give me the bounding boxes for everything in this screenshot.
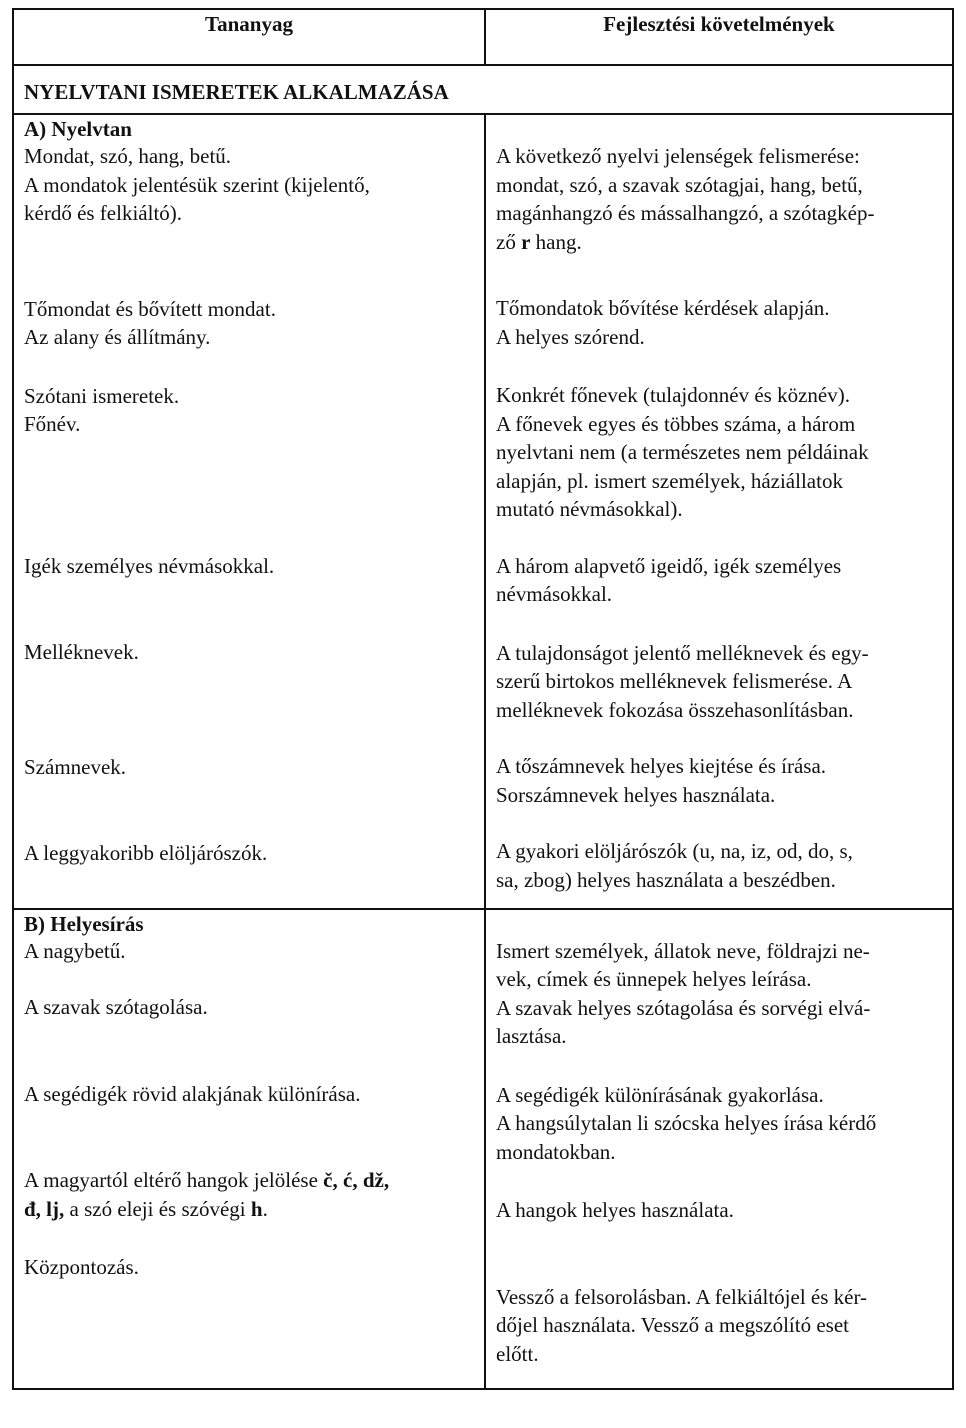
right-cell-helyesiras — [485, 909, 953, 1390]
text-line: Tőmondatok bővítése kérdések alapján. — [496, 296, 830, 320]
text-line: kérdő és felkiáltó). — [24, 201, 183, 225]
table-row-nyelvtan — [13, 114, 953, 909]
text-line: A hangsúlytalan li szócska helyes írása kérdő — [496, 1111, 877, 1135]
column-header-tananyag: Tananyag — [13, 9, 485, 65]
text-line: A nagybetű. — [24, 938, 126, 963]
text-line: A főnevek egyes és többes száma, a három — [496, 411, 856, 436]
text-line — [24, 1195, 474, 1224]
table-row-helyesiras — [13, 909, 953, 1390]
text-line: mondatokban. — [496, 1139, 616, 1164]
text-run: A magyartól eltérő hangok jelölése — [24, 1168, 324, 1192]
section-row — [13, 65, 953, 114]
text-line: A szavak helyes szótagolása és sorvégi elvá- — [496, 995, 871, 1020]
text-line: magánhangzó és mássalhangzó, a szótagkép- — [496, 201, 875, 225]
text-line: mutató névmásokkal). — [496, 497, 683, 521]
text-line: A tőszámnevek helyes kiejtése és írása. — [496, 754, 827, 778]
curriculum-table — [12, 8, 954, 1390]
text-run: ző — [496, 229, 522, 254]
text-run: . — [262, 1196, 268, 1221]
text-line: A következő nyelvi jelenségek felismerése: — [496, 144, 860, 168]
left-cell-helyesiras — [13, 909, 485, 1390]
text-line: melléknevek fokozása összehasonlításban. — [496, 697, 854, 722]
text-line: Igék személyes névmásokkal. — [24, 553, 275, 578]
text-line: A mondatok jelentésük szerint (kijelentő, — [24, 172, 370, 197]
text-line: A három alapvető igeidő, igék személyes — [496, 553, 842, 578]
text-line: Ismert személyek, állatok neve, földrajzi ne- — [496, 938, 870, 963]
text-line — [496, 228, 942, 257]
text-line: Konkrét főnevek (tulajdonnév és köznév). — [496, 383, 850, 407]
text-line: A tulajdonságot jelentő melléknevek és egy- — [496, 640, 869, 665]
text-line: vek, címek és ünnepek helyes leírása. — [496, 967, 812, 991]
text-line: lasztása. — [496, 1024, 567, 1048]
text-line: dőjel használata. Vessző a megszólító eset — [496, 1313, 850, 1337]
right-cell-nyelvtan — [485, 114, 953, 909]
text-line: A hangok helyes használata. — [496, 1198, 734, 1222]
text-line: előtt. — [496, 1341, 539, 1366]
text-line: Főnév. — [24, 412, 81, 436]
text-line: A leggyakoribb elöljárószók. — [24, 841, 268, 865]
text-line: Szótani ismeretek. — [24, 383, 180, 408]
text-line: névmásokkal. — [496, 582, 613, 606]
section-title: NYELVTANI ISMERETEK ALKALMAZÁSA — [13, 65, 953, 114]
text-line: sa, zbog) helyes használata a beszédben. — [496, 867, 836, 892]
bold-letters: đ, lj, — [24, 1196, 65, 1221]
text-line: szerű birtokos melléknevek felismerése. A — [496, 669, 853, 693]
text-line: Vessző a felsorolásban. A felkiáltójel és kér- — [496, 1284, 868, 1309]
column-header-fejlesztesi: Fejlesztési követelmények — [485, 9, 953, 65]
text-line: mondat, szó, a szavak szótagjai, hang, betű, — [496, 172, 863, 197]
text-run: hang. — [530, 229, 582, 254]
text-line: Központozás. — [24, 1255, 139, 1279]
left-cell-nyelvtan — [13, 114, 485, 909]
subsection-title-nyelvtan: A) Nyelvtan — [24, 117, 132, 141]
text-line: Sorszámnevek helyes használata. — [496, 782, 776, 807]
text-run: a szó eleji és szóvégi — [64, 1196, 251, 1221]
text-line: Mondat, szó, hang, betű. — [24, 144, 232, 168]
bold-letters: č, ć, dž, — [323, 1168, 390, 1192]
text-line: Az alany és állítmány. — [24, 325, 211, 349]
text-line: A helyes szórend. — [496, 324, 645, 349]
bold-letter: r — [521, 229, 531, 254]
subsection-title-helyesiras: B) Helyesírás — [24, 911, 144, 936]
text-line: A gyakori elöljárószók (u, na, iz, od, do, s, — [496, 839, 853, 863]
text-line: Tőmondat és bővített mondat. — [24, 296, 276, 321]
text-line — [24, 1166, 474, 1195]
text-line: A segédigék rövid alakjának különírása. — [24, 1081, 361, 1106]
text-line: A segédigék különírásának gyakorlása. — [496, 1082, 824, 1107]
text-line: Melléknevek. — [24, 640, 139, 664]
text-line: Számnevek. — [24, 754, 127, 779]
bold-letter: h — [250, 1196, 263, 1221]
text-line: A szavak szótagolása. — [24, 995, 208, 1019]
table-header-row — [13, 9, 953, 65]
text-line: alapján, pl. ismert személyek, háziállatok — [496, 468, 843, 493]
text-line: nyelvtani nem (a természetes nem példáinak — [496, 440, 869, 464]
